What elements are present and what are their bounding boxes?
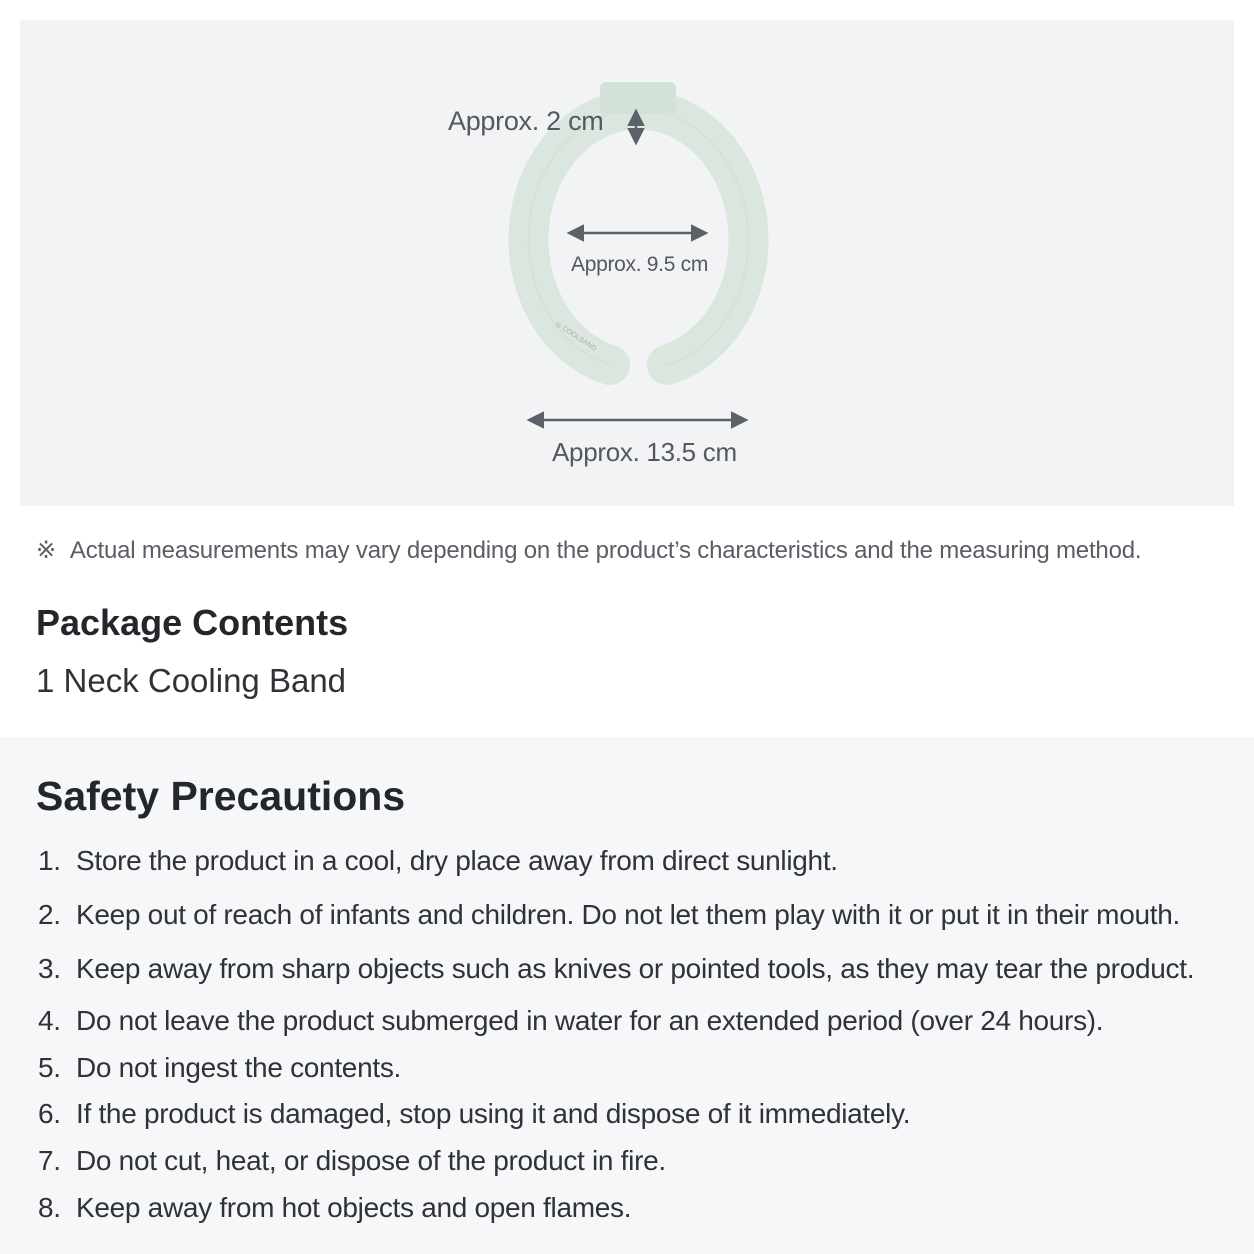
safety-item	[38, 845, 838, 877]
safety-item-number: 6.	[38, 1098, 61, 1129]
safety-item	[38, 1145, 666, 1177]
safety-item-number: 7.	[38, 1145, 61, 1176]
safety-precautions-section	[0, 737, 1254, 1254]
safety-item-number: 3.	[38, 953, 61, 984]
package-contents-item: 1 Neck Cooling Band	[36, 662, 347, 699]
inner-width-label: Approx. 9.5 cm	[571, 253, 709, 276]
safety-precautions-heading: Safety Precautions	[36, 773, 406, 819]
outer-width-label: Approx. 13.5 cm	[552, 437, 737, 467]
safety-item-text: Keep away from hot objects and open flames.	[76, 1192, 632, 1223]
thickness-label: Approx. 2 cm	[448, 106, 604, 136]
safety-item-number: 1.	[38, 845, 61, 876]
safety-item-number: 4.	[38, 1005, 61, 1036]
safety-item	[38, 899, 1180, 931]
safety-item	[38, 953, 1194, 985]
safety-item	[38, 1098, 910, 1130]
safety-item-number: 5.	[38, 1052, 61, 1083]
safety-item-text: Keep out of reach of infants and children. Do not let them play with it or put it in their mouth.	[76, 899, 1180, 930]
safety-item-text: Do not ingest the contents.	[76, 1052, 402, 1083]
safety-item-text: Do not cut, heat, or dispose of the product in fire.	[76, 1145, 666, 1176]
safety-item-number: 2.	[38, 899, 61, 930]
safety-item-text: Store the product in a cool, dry place away from direct sunlight.	[76, 845, 838, 876]
measurement-note-text: Actual measurements may vary depending on the product’s characteristics and the measuring method.	[69, 537, 1142, 564]
safety-item	[38, 1052, 401, 1084]
safety-item-text: Do not leave the product submerged in water for an extended period (over 24 hours).	[76, 1005, 1104, 1036]
package-contents-heading: Package Contents	[36, 602, 349, 643]
band-logo-mark: ◎ COOLBAND	[553, 320, 598, 353]
measurement-note	[36, 536, 1141, 565]
safety-item-text: If the product is damaged, stop using it and dispose of it immediately.	[76, 1098, 911, 1129]
reference-mark-icon: ※	[36, 537, 56, 564]
safety-item-number: 8.	[38, 1192, 61, 1223]
safety-item	[38, 1005, 1103, 1037]
band-tab	[600, 82, 676, 114]
product-dimension-figure	[20, 20, 1234, 506]
safety-item-text: Keep away from sharp objects such as knives or pointed tools, as they may tear the product.	[76, 953, 1195, 984]
safety-item	[38, 1192, 631, 1224]
